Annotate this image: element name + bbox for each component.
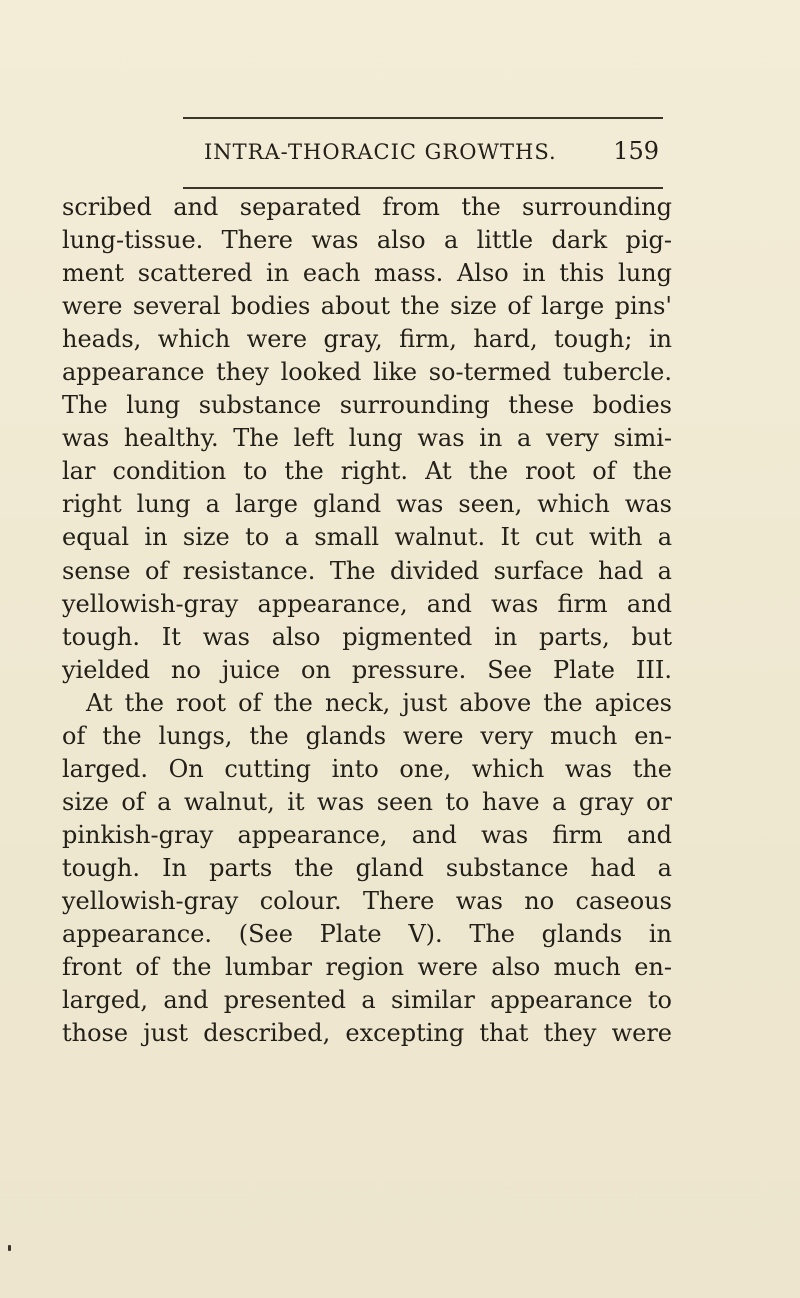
page-number: 159	[613, 137, 659, 165]
body-text	[62, 191, 672, 1050]
running-head-title: INTRA-THORACIC GROWTHS.	[204, 140, 557, 164]
text-line: yielded no juice on pressure. See Plate III.	[62, 655, 672, 684]
text-line: appearance they looked like so-termed tubercle.	[62, 358, 672, 387]
page-edge-mark	[8, 1245, 11, 1251]
running-head	[204, 137, 659, 170]
text-line: larged. On cutting into one, which was the	[62, 754, 672, 783]
text-line: right lung a large gland was seen, which was	[62, 490, 672, 519]
text-line: of the lungs, the glands were very much en-	[62, 721, 672, 750]
text-line: was healthy. The left lung was in a very simi-	[62, 424, 672, 453]
text-line: The lung substance surrounding these bodies	[62, 391, 672, 420]
text-line: were several bodies about the size of large pins'	[62, 292, 672, 321]
text-line: yellowish-gray appearance, and was firm and	[62, 589, 672, 618]
header-bottom-rule	[183, 187, 663, 189]
text-line: those just described, excepting that they were	[62, 1019, 672, 1048]
text-line: front of the lumbar region were also much en-	[62, 953, 672, 982]
header-top-rule	[183, 117, 663, 119]
paragraph-start-line: At the root of the neck, just above the apices	[86, 688, 672, 717]
text-line: lar condition to the right. At the root of the	[62, 457, 672, 486]
text-line: tough. In parts the gland substance had a	[62, 853, 672, 882]
text-line: heads, which were gray, firm, hard, tough; in	[62, 325, 672, 354]
text-line: appearance. (See Plate V). The glands in	[62, 920, 672, 949]
text-line: ment scattered in each mass. Also in this lung	[62, 259, 672, 288]
text-line: equal in size to a small walnut. It cut with a	[62, 523, 672, 552]
text-line: tough. It was also pigmented in parts, but	[62, 622, 672, 651]
text-line: lung-tissue. There was also a little dark pig-	[62, 226, 672, 255]
text-line: sense of resistance. The divided surface had a	[62, 556, 672, 585]
text-line: pinkish-gray appearance, and was firm and	[62, 820, 672, 849]
text-line: scribed and separated from the surrounding	[62, 193, 672, 221]
text-line: size of a walnut, it was seen to have a gray or	[62, 787, 672, 816]
text-line: larged, and presented a similar appearance to	[62, 986, 672, 1015]
text-line: yellowish-gray colour. There was no caseous	[62, 886, 672, 915]
